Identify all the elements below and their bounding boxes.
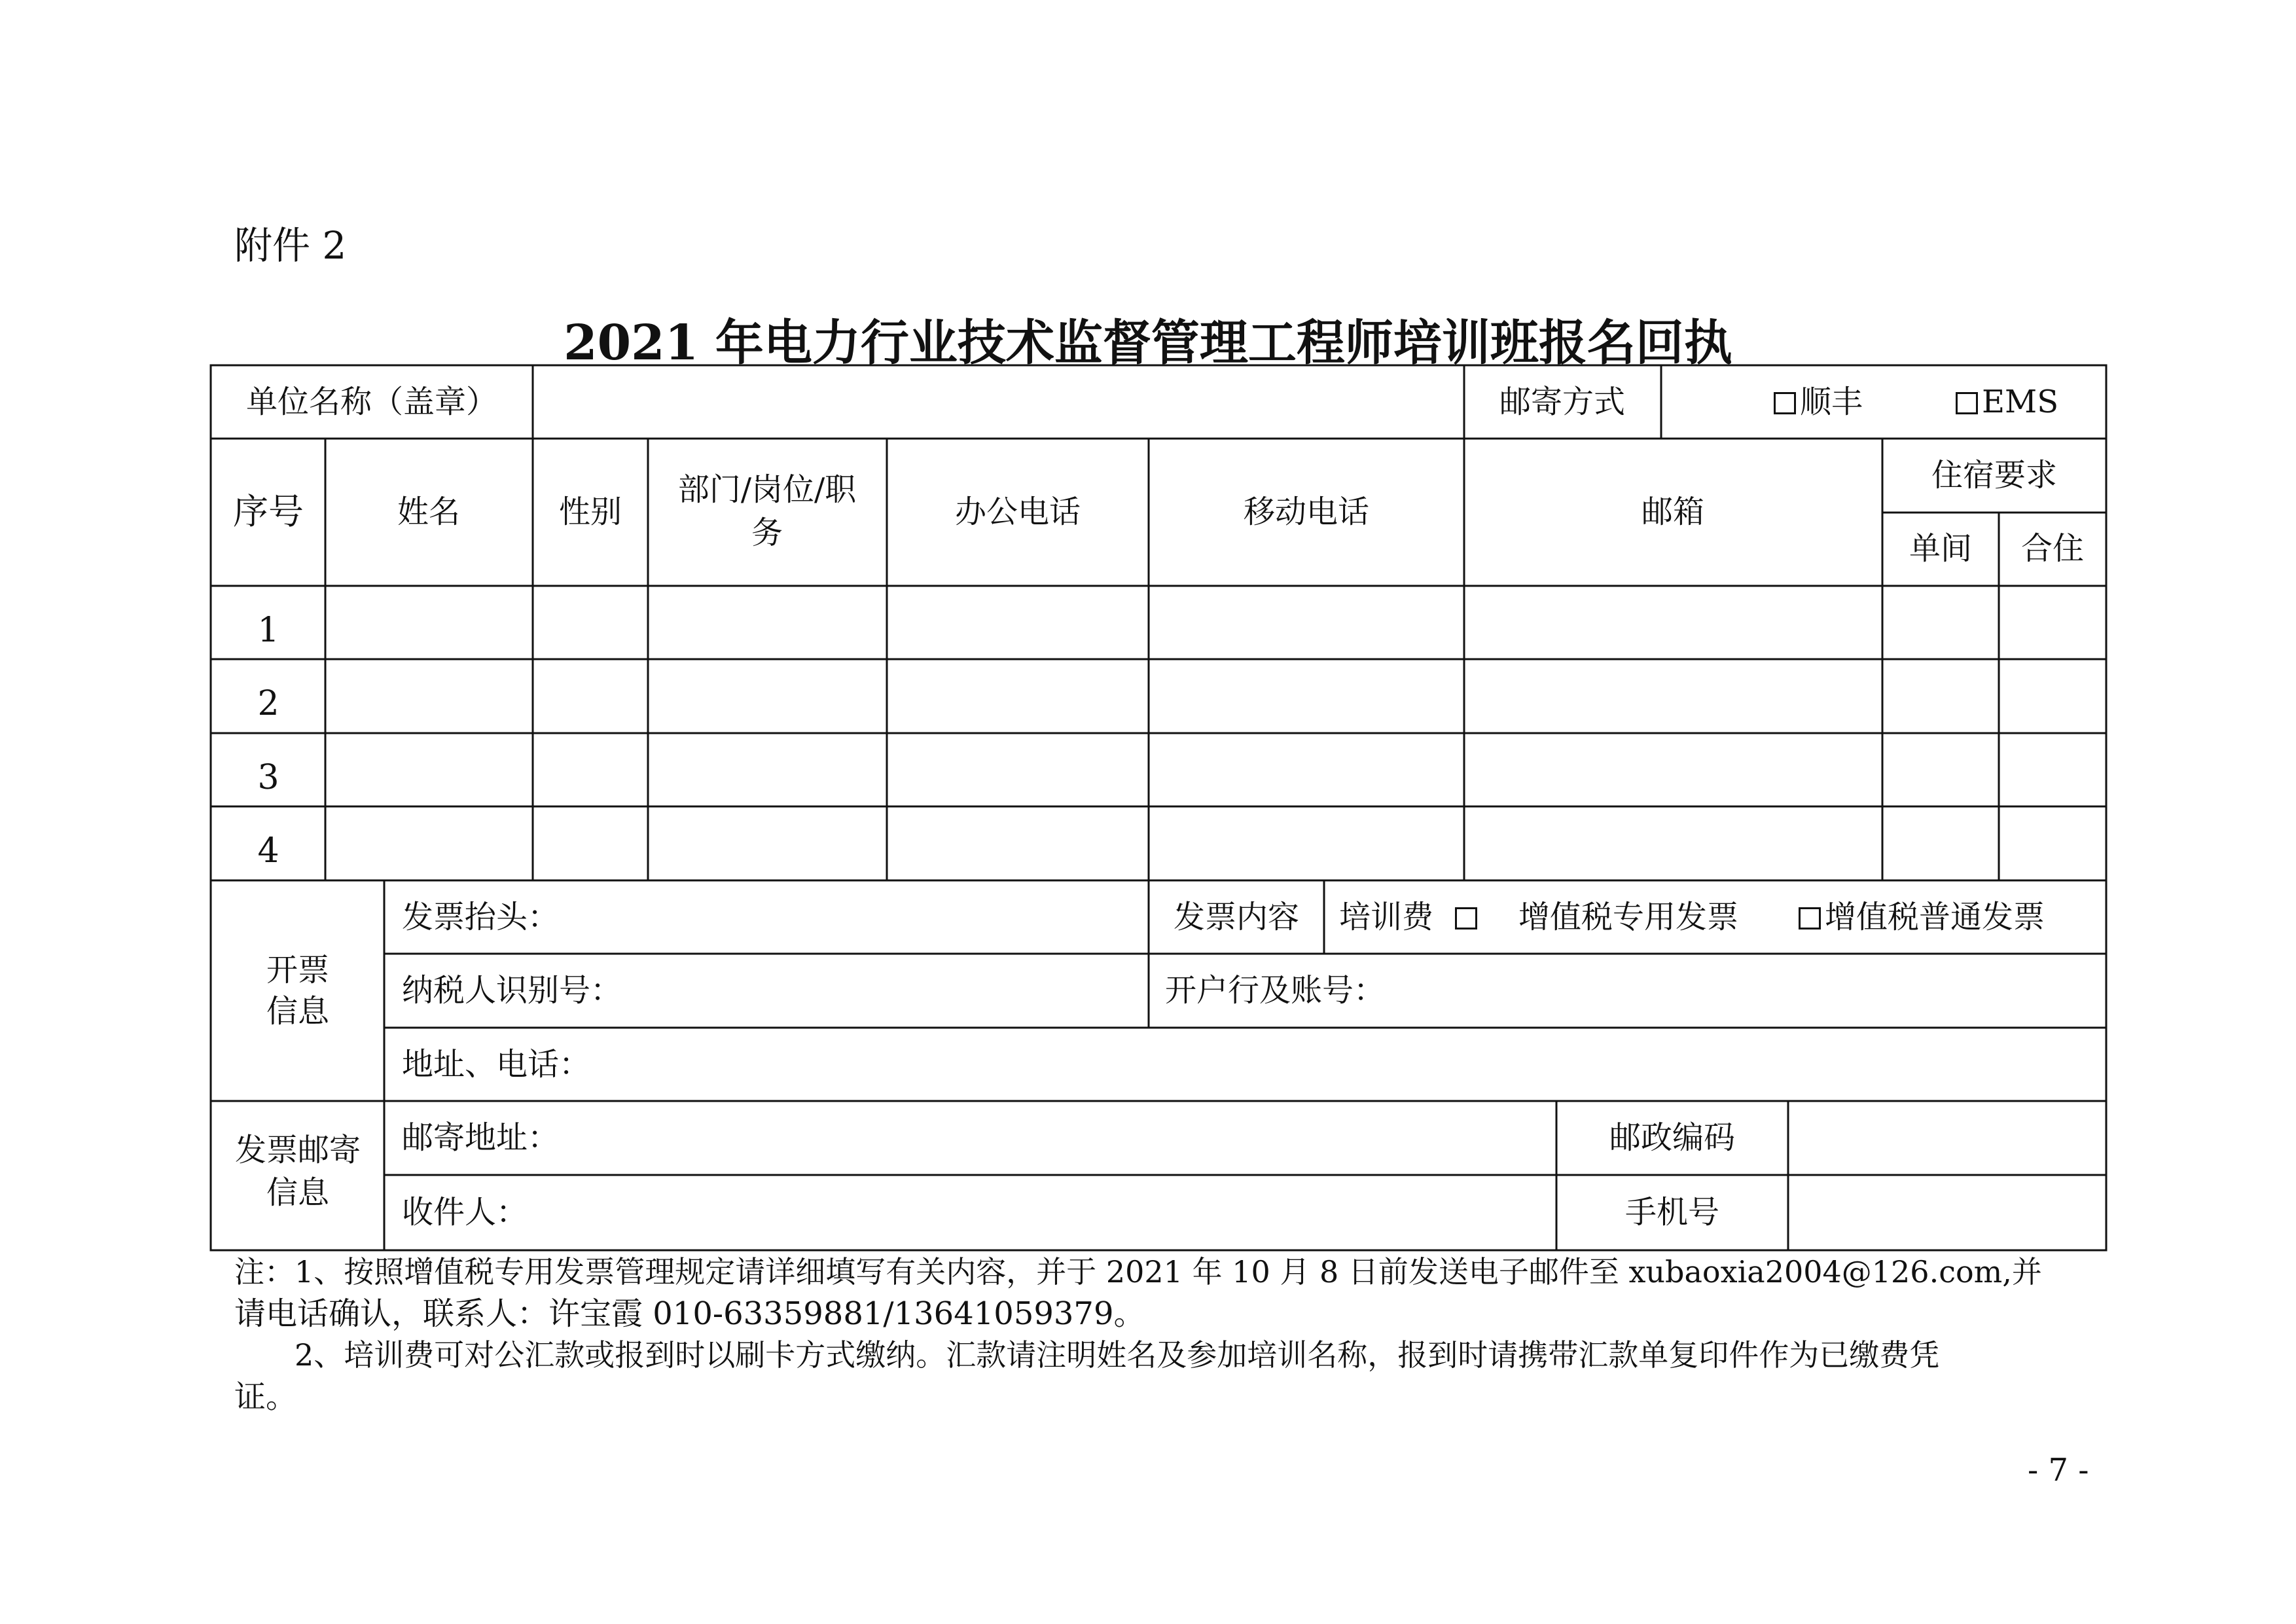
mail-option-ems-label: EMS [1982,384,2059,420]
invoice-content-label: 发票内容 [1173,899,1300,935]
col-header-single-room: 单间 [1909,530,1973,567]
form-title: 2021 年电力行业技术监督管理工程师培训班报名回执 [564,315,1732,371]
training-fee-label: 培训费 [1339,899,1434,935]
bank-account-label: 开户行及账号： [1165,972,1386,1009]
row-number: 2 [257,684,279,723]
recipient-mobile-label: 手机号 [1624,1194,1720,1231]
option-vat-special-label: 增值税专用发票 [1518,899,1739,935]
col-header-office-phone: 办公电话 [954,494,1081,530]
mail-option-sf[interactable] [1774,386,1863,418]
postcode-label: 邮政编码 [1609,1119,1736,1156]
col-header-shared-room: 合住 [2020,530,2085,567]
recipient-label: 收件人： [402,1194,528,1231]
invoice-header-label: 发票抬头： [402,899,560,935]
attachment-label: 附件 2 [234,223,347,268]
address-phone-label: 地址、电话： [402,1046,591,1083]
col-header-lodging: 住宿要求 [1931,457,2058,494]
invoice-group-label-line2: 信息 [266,993,330,1030]
invoice-mail-group-line2: 信息 [266,1174,330,1211]
checkbox-icon[interactable] [1774,392,1796,414]
col-header-mobile-phone: 移动电话 [1243,494,1370,530]
col-header-dept-line1: 部门/岗位/职 [677,471,857,508]
option-vat-normal[interactable] [1799,901,2045,933]
invoice-group-label-line1: 开票 [266,952,330,988]
note-line-1: 注：1、按照增值税专用发票管理规定请详细填写有关内容，并于 2021 年 10 月 8 日前发送电子邮件至 xubaoxia2004@126.com,并 [234,1254,2042,1290]
page-number: - 7 - [2028,1452,2089,1489]
row-number: 3 [257,758,279,797]
unit-name-label: 单位名称（盖章） [245,384,498,420]
mail-address-label: 邮寄地址： [402,1119,560,1156]
mail-option-sf-label: 顺丰 [1800,384,1863,420]
note-line-2: 请电话确认，联系人：许宝霞 010-63359881/13641059379。 [234,1295,1145,1332]
note-line-3: 2、培训费可对公汇款或报到时以刷卡方式缴纳。汇款请注明姓名及参加培训名称，报到时请携带汇款单复印件作为已缴费凭 [295,1337,1940,1373]
col-header-no: 序号 [233,491,304,532]
note-line-4: 证。 [234,1379,298,1415]
checkbox-icon[interactable] [1956,392,1978,414]
checkbox-icon[interactable] [1799,907,1821,929]
row-number: 1 [257,611,279,650]
col-header-email: 邮箱 [1641,494,1705,530]
mail-option-ems[interactable] [1956,386,2058,418]
mail-method-label: 邮寄方式 [1499,384,1626,420]
checkbox-icon[interactable] [1455,907,1477,929]
col-header-gender: 性别 [558,494,622,530]
row-number: 4 [257,831,279,871]
vat-normal-label: 增值税普通发票 [1825,899,2045,935]
taxpayer-id-label: 纳税人识别号： [402,972,622,1009]
invoice-mail-group-line1: 发票邮寄 [234,1132,361,1168]
col-header-dept-line2: 务 [751,514,783,551]
col-header-name: 姓名 [397,494,461,530]
option-training-fee[interactable] [1339,901,1481,933]
